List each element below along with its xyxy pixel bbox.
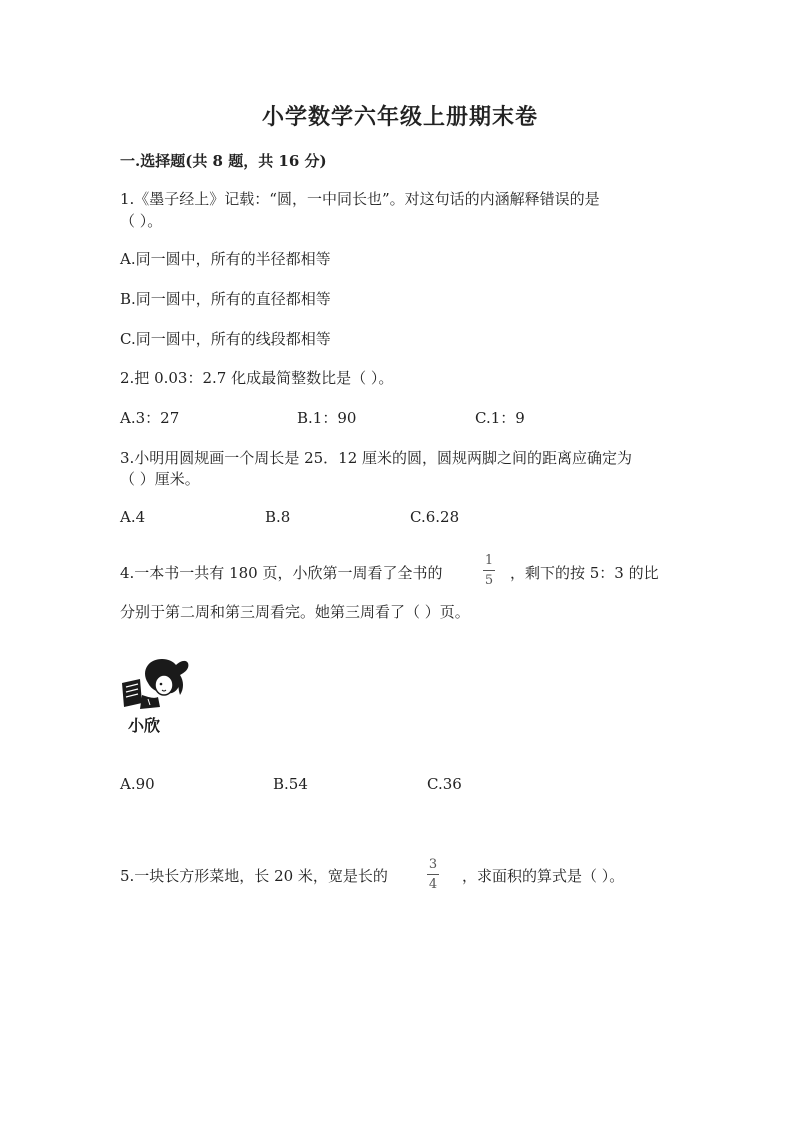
question-5-fraction bbox=[425, 857, 441, 892]
question-2-text: 2.把 0.03：2.7 化成最简整数比是（ ）。 bbox=[120, 369, 394, 387]
question-2-option-a: A.3：27 bbox=[120, 409, 180, 427]
question-4-option-c: C.36 bbox=[427, 775, 462, 793]
question-4-line-1-end: ，剩下的按 5：3 的比 bbox=[510, 564, 659, 582]
question-5-text-start: 5.一块长方形菜地，长 20 米，宽是长的 bbox=[120, 867, 388, 885]
fraction-numerator: 3 bbox=[428, 857, 438, 872]
question-1-option-a: A.同一圆中，所有的半径都相等 bbox=[120, 250, 331, 268]
question-4-line-1-start: 4.一本书一共有 180 页，小欣第一周看了全书的 bbox=[120, 564, 443, 582]
question-4-fraction bbox=[481, 553, 497, 588]
question-4-line-2: 分别于第二周和第三周看完。她第三周看了（ ）页。 bbox=[120, 603, 470, 621]
question-2-option-b: B.1：90 bbox=[297, 409, 357, 427]
question-5-text-end: ，求面积的算式是（ ）。 bbox=[462, 867, 625, 885]
question-4-option-b: B.54 bbox=[273, 775, 308, 793]
fraction-denominator: 4 bbox=[428, 877, 438, 892]
question-3-option-c: C.6.28 bbox=[410, 508, 460, 526]
fraction-bar bbox=[483, 570, 495, 571]
reading-girl-illustration bbox=[118, 655, 194, 741]
question-1-option-b: B.同一圆中，所有的直径都相等 bbox=[120, 290, 331, 308]
question-1-option-c: C.同一圆中，所有的线段都相等 bbox=[120, 330, 331, 348]
fraction-bar bbox=[427, 874, 439, 875]
section-heading: 一.选择题(共 8 题，共 16 分) bbox=[120, 152, 327, 170]
question-2-option-c: C.1：9 bbox=[475, 409, 525, 427]
figure-label: 小欣 bbox=[128, 716, 161, 735]
question-4-option-a: A.90 bbox=[120, 775, 155, 793]
fraction-denominator: 5 bbox=[484, 573, 494, 588]
fraction-numerator: 1 bbox=[484, 553, 494, 568]
page-title: 小学数学六年级上册期末卷 bbox=[261, 104, 538, 130]
question-3-option-b: B.8 bbox=[265, 508, 291, 526]
question-3-option-a: A.4 bbox=[120, 508, 146, 526]
question-1-line-1: 1.《墨子经上》记载：“圆，一中同长也”。对这句话的内涵解释错误的是 bbox=[120, 190, 600, 208]
question-1-line-2: （ ）。 bbox=[120, 212, 163, 230]
question-3-line-2: （ ）厘米。 bbox=[120, 470, 200, 488]
question-3-line-1: 3.小明用圆规画一个周长是 25．12 厘米的圆，圆规两脚之间的距离应确定为 bbox=[120, 449, 633, 467]
